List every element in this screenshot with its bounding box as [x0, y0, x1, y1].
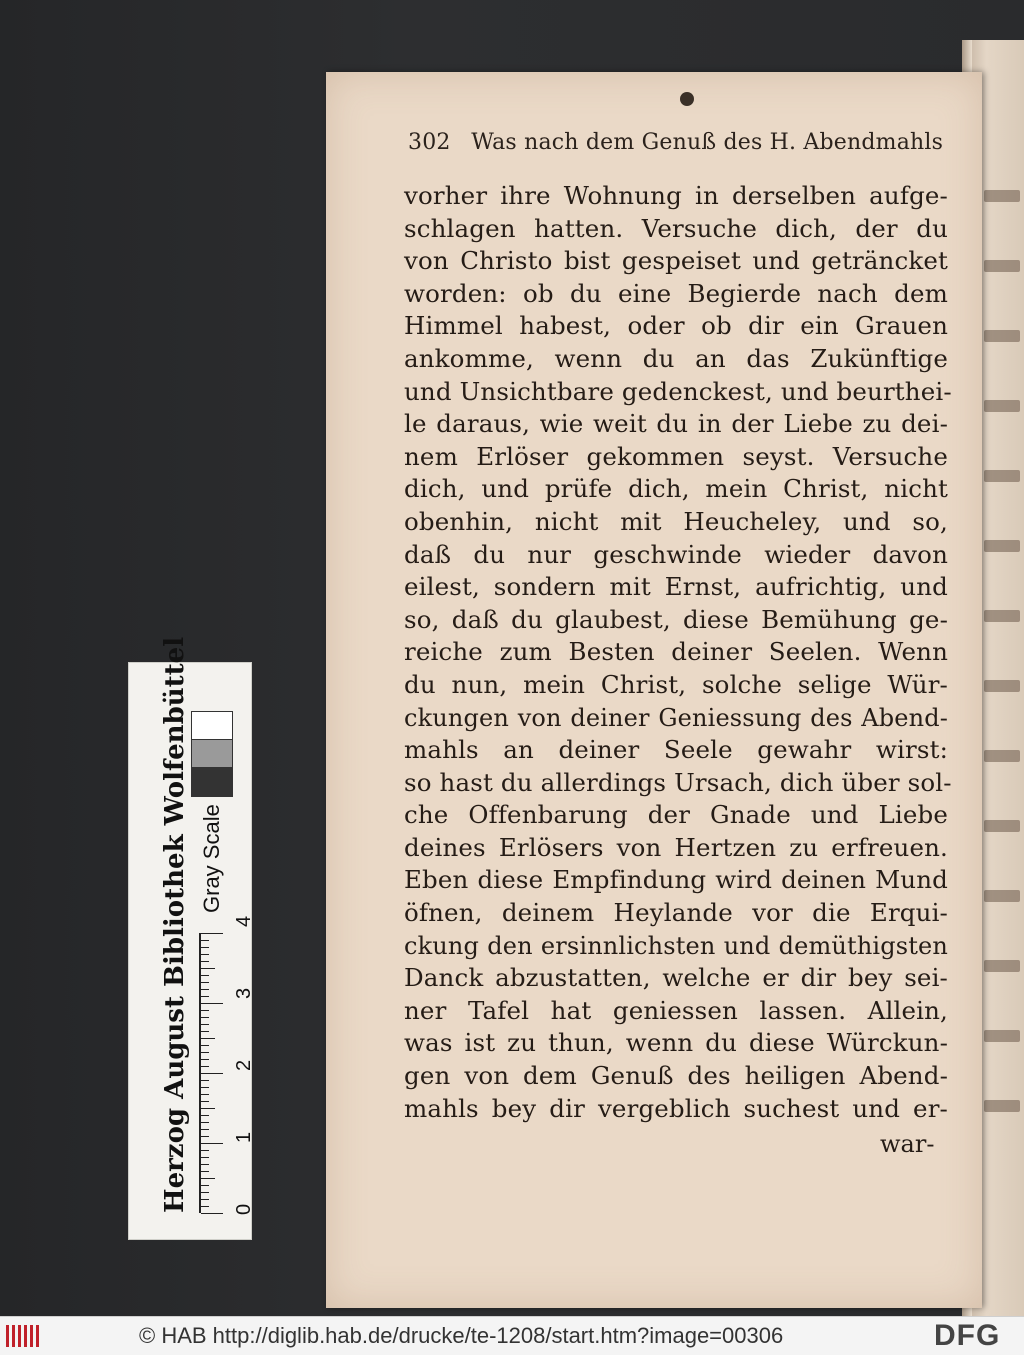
text-line: dich, und prüfe dich, mein Christ, nicht [404, 474, 948, 504]
text-line: von Christo bist gespeiset und geträncket [404, 246, 948, 276]
ruler-tick [201, 1094, 209, 1095]
ruler-number: 0 [233, 1203, 255, 1215]
ruler-tick [201, 1143, 223, 1144]
ruler-number: 4 [233, 915, 255, 927]
ghost-text [984, 470, 1020, 482]
ruler-tick [201, 1192, 209, 1193]
text-line: du nun, mein Christ, solche selige Wür- [404, 669, 948, 699]
ruler-tick [201, 1010, 209, 1011]
gray-scale-card [128, 636, 255, 1240]
text-line: che Offenbarung der Gnade und Liebe [404, 800, 948, 830]
ruler-tick [201, 1199, 209, 1200]
ruler-tick [201, 1136, 209, 1137]
ruler-tick [201, 1024, 209, 1025]
ruler-tick [201, 933, 223, 934]
text-line: ckungen von deiner Geniessung des Abend- [404, 703, 948, 732]
ghost-text [984, 400, 1020, 412]
paper-hole [680, 92, 694, 106]
ghost-text [984, 610, 1020, 622]
page-number: 302 [408, 130, 451, 155]
ghost-text [984, 330, 1020, 342]
ruler-tick [201, 968, 215, 969]
ruler [199, 933, 225, 1213]
ruler-tick [201, 1003, 223, 1004]
text-line: obenhin, nicht mit Heucheley, und so, [404, 506, 948, 536]
text-line: deines Erlösers von Hertzen zu erfreuen. [404, 832, 948, 862]
ruler-tick [201, 1101, 209, 1102]
ruler-tick [201, 1171, 209, 1172]
text-line: mahls bey dir vergeblich suchest und er- [404, 1093, 948, 1123]
text-line: was ist zu thun, wenn du diese Würckun- [404, 1028, 948, 1058]
ghost-text [984, 260, 1020, 272]
text-line: vorher ihre Wohnung in derselben aufge- [404, 181, 948, 210]
ruler-number: 3 [233, 987, 255, 999]
text-line: Himmel habest, oder ob dir ein Grauen [404, 311, 948, 341]
ruler-tick [201, 1038, 215, 1039]
text-line: worden: ob du eine Begierde nach dem [404, 278, 948, 308]
ghost-text [984, 190, 1020, 202]
ruler-tick [201, 1150, 209, 1151]
ruler-tick [201, 996, 209, 997]
ruler-number: 1 [233, 1131, 255, 1143]
ruler-tick [201, 1129, 209, 1130]
library-name: Herzog August Bibliothek Wolfenbüttel [160, 636, 190, 1213]
ruler-tick [201, 1185, 209, 1186]
ruler-tick [201, 1080, 209, 1081]
text-line: schlagen hatten. Versuche dich, der du [404, 213, 948, 243]
text-line: gen von dem Genuß des heiligen Abend- [404, 1061, 948, 1091]
ruler-tick [201, 1108, 215, 1109]
hab-logo-icon [4, 1323, 42, 1349]
ruler-tick [201, 1045, 209, 1046]
ghost-text [984, 680, 1020, 692]
ruler-tick [201, 1115, 209, 1116]
text-line: reiche zum Besten deiner Seelen. Wenn [404, 637, 948, 667]
ghost-text [984, 820, 1020, 832]
ruler-tick [201, 1206, 209, 1207]
ghost-text [984, 750, 1020, 762]
text-line: öfnen, deinem Heylande vor die Erqui- [404, 898, 948, 928]
footer-credit[interactable]: © HAB http://diglib.hab.de/drucke/te-1208/start.htm?image=00306 [139, 1323, 784, 1348]
ruler-tick [201, 1017, 209, 1018]
running-head: Was nach dem Genuß des H. Abendmahls [471, 130, 944, 155]
ruler-number: 2 [233, 1059, 255, 1071]
ruler-tick [201, 1157, 209, 1158]
text-line: Eben diese Empfindung wird deinen Mund [404, 865, 948, 895]
text-line: le daraus, wie weit du in der Liebe zu dei- [404, 409, 948, 439]
ruler-tick [201, 947, 209, 948]
ruler-tick [201, 982, 209, 983]
ruler-tick [201, 940, 209, 941]
gray-scale-label: Gray Scale [199, 804, 224, 913]
ruler-tick [201, 1031, 209, 1032]
ruler-tick [201, 1052, 209, 1053]
catchword: war- [880, 1130, 935, 1158]
text-line: mahls an deiner Seele gewahr wirst: [404, 735, 948, 765]
ghost-text [984, 1100, 1020, 1112]
ruler-tick [201, 975, 209, 976]
text-line: ner Tafel hat geniessen lassen. Allein, [404, 995, 948, 1025]
text-line: daß du nur geschwinde wieder davon [404, 539, 948, 569]
ruler-tick [201, 1059, 209, 1060]
text-line: nem Erlöser gekommen seyst. Versuche [404, 441, 948, 471]
text-line: so hast du allerdings Ursach, dich über sol- [404, 767, 952, 797]
text-line: Danck abzustatten, welche er dir bey sei- [404, 963, 948, 993]
ruler-tick [201, 961, 209, 962]
ghost-text [984, 960, 1020, 972]
ruler-tick [201, 1073, 223, 1074]
text-line: so, daß du glaubest, diese Bemühung ge- [404, 604, 948, 634]
ruler-tick [201, 1213, 223, 1214]
ghost-text [984, 1030, 1020, 1042]
text-line: und Unsichtbare gedenckest, und beurthei- [404, 376, 952, 406]
page-body-text [404, 180, 952, 1125]
ruler-tick [201, 989, 209, 990]
ruler-tick [201, 1122, 209, 1123]
ghost-text [984, 890, 1020, 902]
ghost-text [984, 540, 1020, 552]
ruler-tick [201, 1164, 209, 1165]
footer-bar [0, 1316, 1024, 1355]
ruler-tick [201, 1087, 209, 1088]
ruler-tick [201, 954, 209, 955]
text-line: ckung den ersinnlichsten und demüthigsten [404, 931, 948, 960]
running-header [408, 130, 968, 164]
ruler-tick [201, 1178, 215, 1179]
text-line: eilest, sondern mit Ernst, aufrichtig, und [404, 572, 948, 602]
ruler-tick [201, 1066, 209, 1067]
text-line: ankomme, wenn du an das Zukünftige [404, 343, 948, 373]
dfg-logo: DFG [934, 1319, 1001, 1352]
